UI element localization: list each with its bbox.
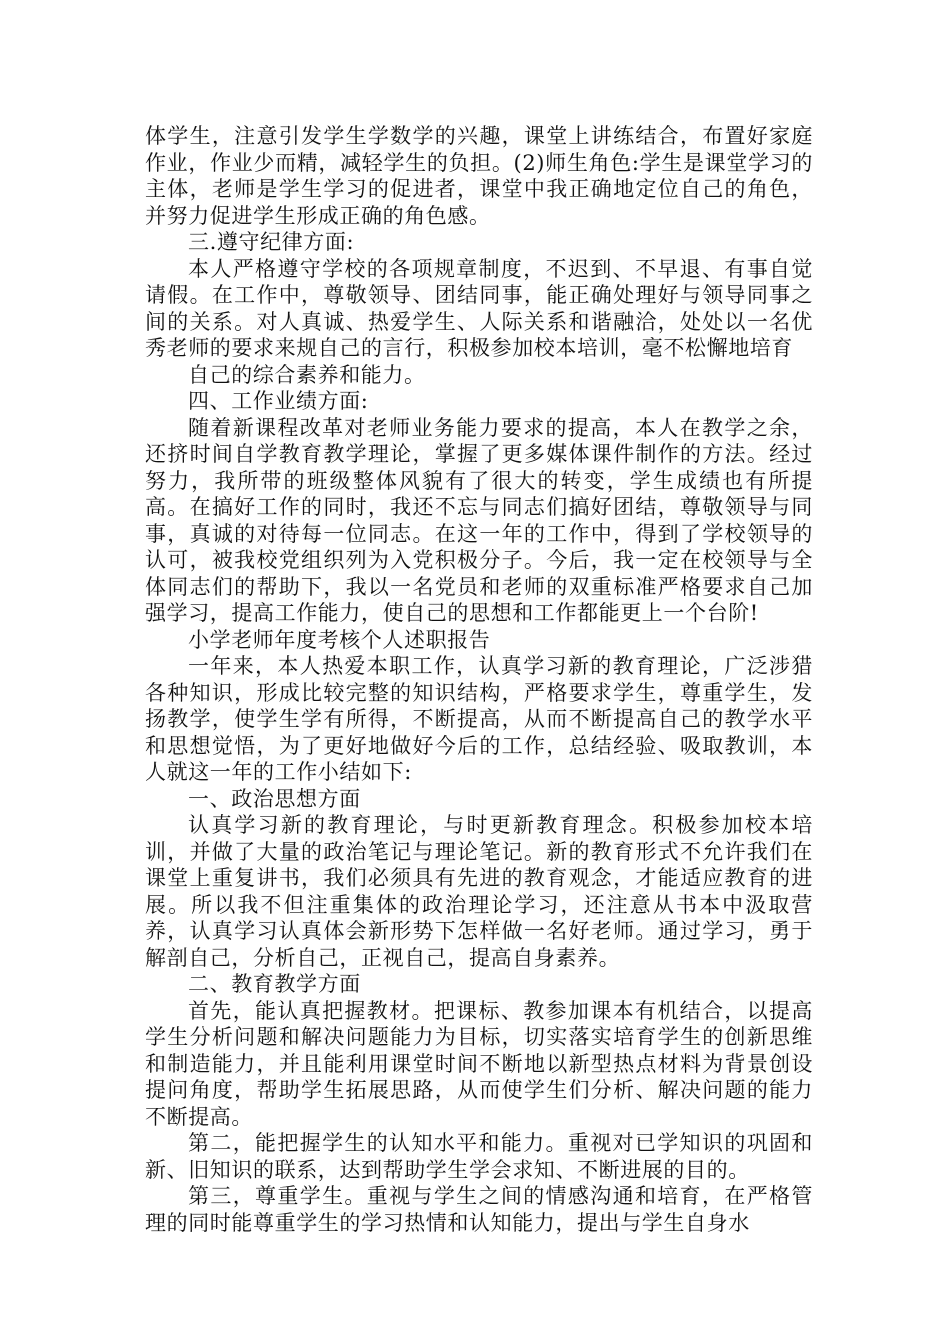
heading-political: 一、政治思想方面 — [188, 786, 361, 811]
paragraph-achievements: 随着新课程改革对老师业务能力要求的提高，本人在教学之余，还挤时间自学教育教学理论，掌握了更多媒体课件制作的方法。经过努力，我所带的班级整体风貌有了很大的转变，学生成绩也有所提高。在搞好工作的同时，我还不忘与同志们搞好团结，尊敬领导与同事，真诚的对待每一位同志。在这一年的工作中，得到了学校领导的认可，被我校党组织列为入党积极分子。今后，我一定在校领导与全体同志们的帮助下，我以一名党员和老师的双重标准严格要求自己加强学习，提高工作能力，使自己的思想和工作都能更上一个台阶! — [145, 415, 813, 625]
paragraph-intro: 一年来，本人热爱本职工作，认真学习新的教育理论，广泛涉猎各种知识，形成比较完整的知识结构，严格要求学生，尊重学生，发扬教学，使学生学有所得，不断提高，从而不断提高自己的教学水平和思想觉悟，为了更好地做好今后的工作，总结经验、吸取教训，本人就这一年的工作小结如下: — [145, 654, 813, 784]
heading-discipline: 三.遵守纪律方面: — [188, 230, 355, 254]
heading-teaching: 二、教育教学方面 — [188, 972, 361, 996]
document-page — [145, 123, 813, 1236]
report-title: 小学老师年度考核个人述职报告 — [188, 627, 491, 652]
heading-achievements: 四、工作业绩方面: — [188, 389, 369, 413]
paragraph-discipline-cont: 自己的综合素养和能力。 — [188, 362, 426, 387]
paragraph-teaching-3: 第三，尊重学生。重视与学生之间的情感沟通和培育，在严格管理的同时能尊重学生的学习热情和认知能力，提出与学生自身水 — [145, 1184, 813, 1235]
paragraph-teaching-2: 第二，能把握学生的认知水平和能力。重视对已学知识的巩固和新、旧知识的联系，达到帮助学生学会求知、不断进展的目的。 — [145, 1131, 813, 1182]
paragraph-teaching-1: 首先，能认真把握教材。把课标、教参加课本有机结合，以提高学生分析问题和解决问题能力为目标，切实落实培育学生的创新思维和制造能力，并且能利用课堂时间不断地以新型热点材料为背景创设提问角度，帮助学生拓展思路，从而使学生们分析、解决问题的能力不断提高。 — [145, 998, 813, 1129]
paragraph-political: 认真学习新的教育理论，与时更新教育理念。积极参加校本培训，并做了大量的政治笔记与理论笔记。新的教育形式不允许我们在课堂上重复讲书，我们必须具有先进的教育观念，才能适应教育的进展。所以我不但注重集体的政治理论学习，还注意从书本中汲取营养，认真学习认真体会新形势下怎样做一名好老师。通过学习，勇于解剖自己，分析自己，正视自己，提高自身素养。 — [145, 813, 813, 970]
paragraph-discipline: 本人严格遵守学校的各项规章制度，不迟到、不早退、有事自觉请假。在工作中，尊敬领导、团结同事，能正确处理好与领导同事之间的关系。对人真诚、热爱学生、人际关系和谐融洽，处处以一名优秀老师的要求来规自己的言行，积极参加校本培训，毫不松懈地培育 — [145, 256, 813, 360]
paragraph-1: 体学生，注意引发学生学数学的兴趣，课堂上讲练结合，布置好家庭作业，作业少而精，减轻学生的负担。(2)师生角色:学生是课堂学习的主体，老师是学生学习的促进者，课堂中我正确地定位自己的角色，并努力促进学生形成正确的角色感。 — [145, 124, 813, 228]
